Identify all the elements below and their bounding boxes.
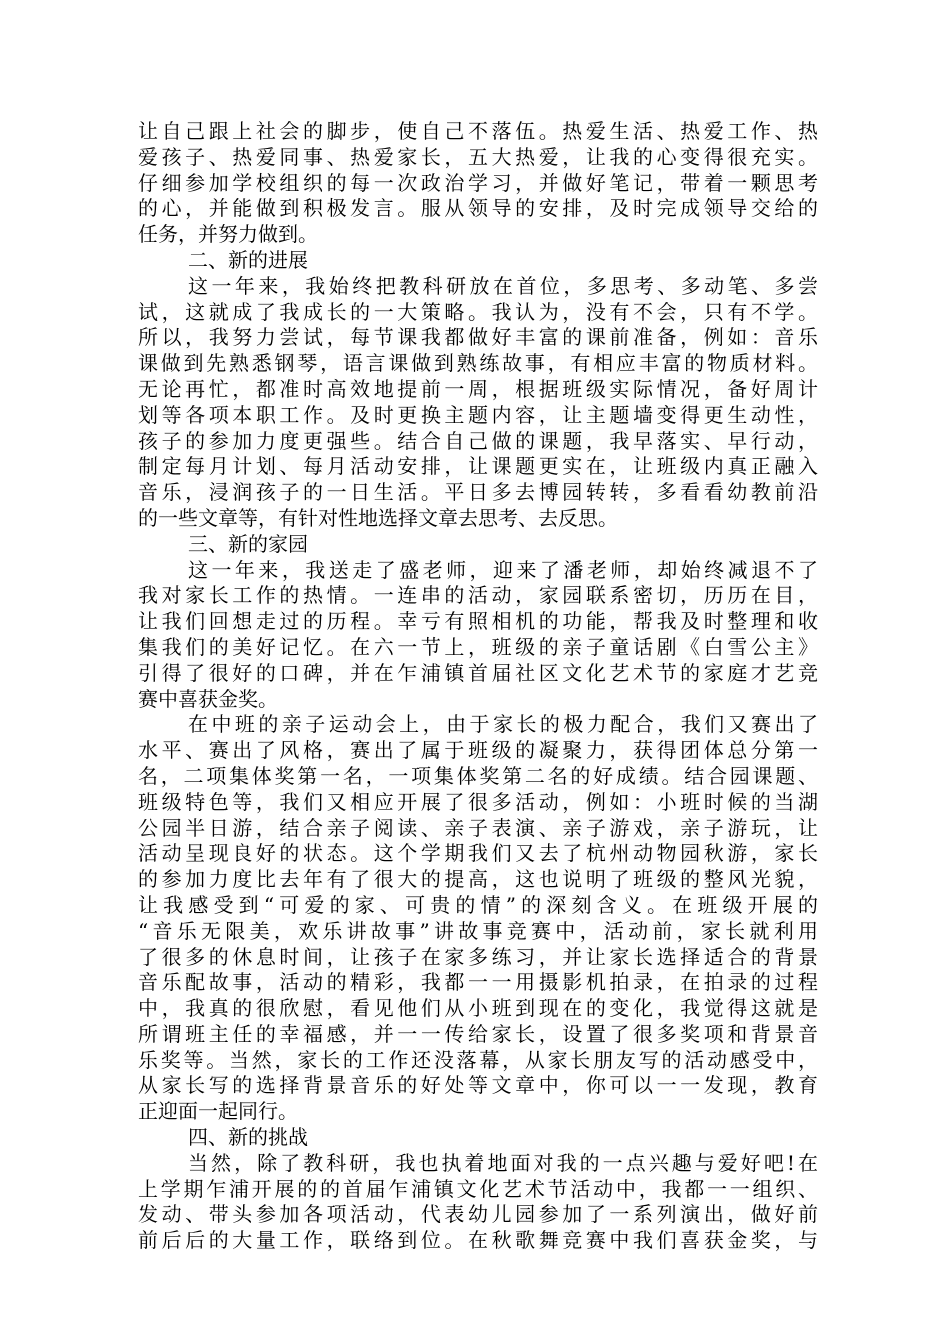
text-line: 制定每月计划、每月活动安排，让课题更实在，让班级内真正融入 (138, 454, 818, 479)
text-line: 当然，除了教科研，我也执着地面对我的一点兴趣与爱好吧!在 (188, 1150, 818, 1175)
text-line: 名，二项集体奖第一名，一项集体奖第二名的好成绩。结合园课题、 (138, 763, 818, 788)
text-line: 孩子的参加力度更强些。结合自己做的课题，我早落实、早行动， (138, 428, 818, 453)
text-line: 音乐配故事，活动的精彩，我都一一用摄影机拍录，在拍录的过程 (138, 970, 818, 995)
text-line: 课做到先熟悉钢琴，语言课做到熟练故事，有相应丰富的物质材料。 (138, 351, 818, 376)
text-line: 了很多的休息时间，让孩子在家多练习，并让家长选择适合的背景 (138, 944, 818, 969)
text-line: 乐奖等。当然，家长的工作还没落幕，从家长朋友写的活动感受中， (138, 1047, 818, 1072)
text-line: 仔细参加学校组织的每一次政治学习，并做好笔记，带着一颗思考 (138, 170, 818, 195)
text-line: 所谓班主任的幸福感，并一一传给家长，设置了很多奖项和背景音 (138, 1021, 818, 1046)
text-line: 音乐，浸润孩子的一日生活。平日多去博园转转，多看看幼教前沿 (138, 480, 818, 505)
text-line: 引得了很好的口碑，并在乍浦镇首届社区文化艺术节的家庭才艺竞 (138, 660, 818, 685)
text-line: 赛中喜获金奖。 (138, 686, 278, 711)
text-line: 在中班的亲子运动会上，由于家长的极力配合，我们又赛出了 (188, 712, 818, 737)
text-line: 爱孩子、热爱同事、热爱家长，五大热爱，让我的心变得很充实。 (138, 144, 818, 169)
text-line: 的参加力度比去年有了很大的提高，这也说明了班级的整风光貌， (138, 867, 818, 892)
text-line: 前后后的大量工作，联络到位。在秋歌舞竞赛中我们喜获金奖，与 (138, 1228, 818, 1253)
section-heading: 二、新的进展 (188, 247, 308, 272)
text-line: 正迎面一起同行。 (138, 1099, 298, 1124)
section-heading: 四、新的挑战 (188, 1125, 308, 1150)
text-line: 活动呈现良好的状态。这个学期我们又去了杭州动物园秋游，家长 (138, 841, 818, 866)
text-line: 公园半日游，结合亲子阅读、亲子表演、亲子游戏，亲子游玩，让 (138, 815, 818, 840)
text-line: 中，我真的很欣慰，看见他们从小班到现在的变化，我觉得这就是 (138, 996, 818, 1021)
text-line: 这一年来，我送走了盛老师，迎来了潘老师，却始终减退不了 (188, 557, 818, 582)
text-line: 任务，并努力做到。 (138, 222, 318, 247)
text-line: 试，这就成了我成长的一大策略。我认为，没有不会，只有不学。 (138, 299, 818, 324)
text-line: 从家长写的选择背景音乐的好处等文章中，你可以一一发现，教育 (138, 1073, 818, 1098)
text-line: 的心，并能做到积极发言。服从领导的安排，及时完成领导交给的 (138, 196, 818, 221)
text-line: 的一些文章等，有针对性地选择文章去思考、去反思。 (138, 505, 618, 530)
text-line: 让自己跟上社会的脚步，使自己不落伍。热爱生活、热爱工作、热 (138, 119, 818, 143)
document-body (138, 119, 818, 1254)
text-line: 水平、赛出了风格，赛出了属于班级的凝聚力，获得团体总分第一 (138, 738, 818, 763)
section-heading: 三、新的家园 (188, 531, 308, 556)
text-line: 所以，我努力尝试，每节课我都做好丰富的课前准备，例如：音乐 (138, 325, 818, 350)
text-line: 班级特色等，我们又相应开展了很多活动，例如：小班时候的当湖 (138, 789, 818, 814)
text-line: “音乐无限美，欢乐讲故事”讲故事竞赛中，活动前，家长就利用 (138, 918, 818, 943)
text-line: 发动、带头参加各项活动，代表幼儿园参加了一系列演出，做好前 (138, 1202, 818, 1227)
text-line: 这一年来，我始终把教科研放在首位，多思考、多动笔、多尝 (188, 273, 818, 298)
text-line: 让我们回想走过的历程。幸亏有照相机的功能，帮我及时整理和收 (138, 609, 818, 634)
text-line: 我对家长工作的热情。一连串的活动，家园联系密切，历历在目， (138, 583, 818, 608)
text-line: 无论再忙，都准时高效地提前一周，根据班级实际情况，备好周计 (138, 376, 818, 401)
text-line: 让我感受到“可爱的家、可贵的情”的深刻含义。在班级开展的 (138, 892, 818, 917)
text-line: 集我们的美好记忆。在六一节上，班级的亲子童话剧《白雪公主》 (138, 634, 818, 659)
text-line: 划等各项本职工作。及时更换主题内容，让主题墙变得更生动性， (138, 402, 818, 427)
text-line: 上学期乍浦开展的的首届乍浦镇文化艺术节活动中，我都一一组织、 (138, 1176, 818, 1201)
